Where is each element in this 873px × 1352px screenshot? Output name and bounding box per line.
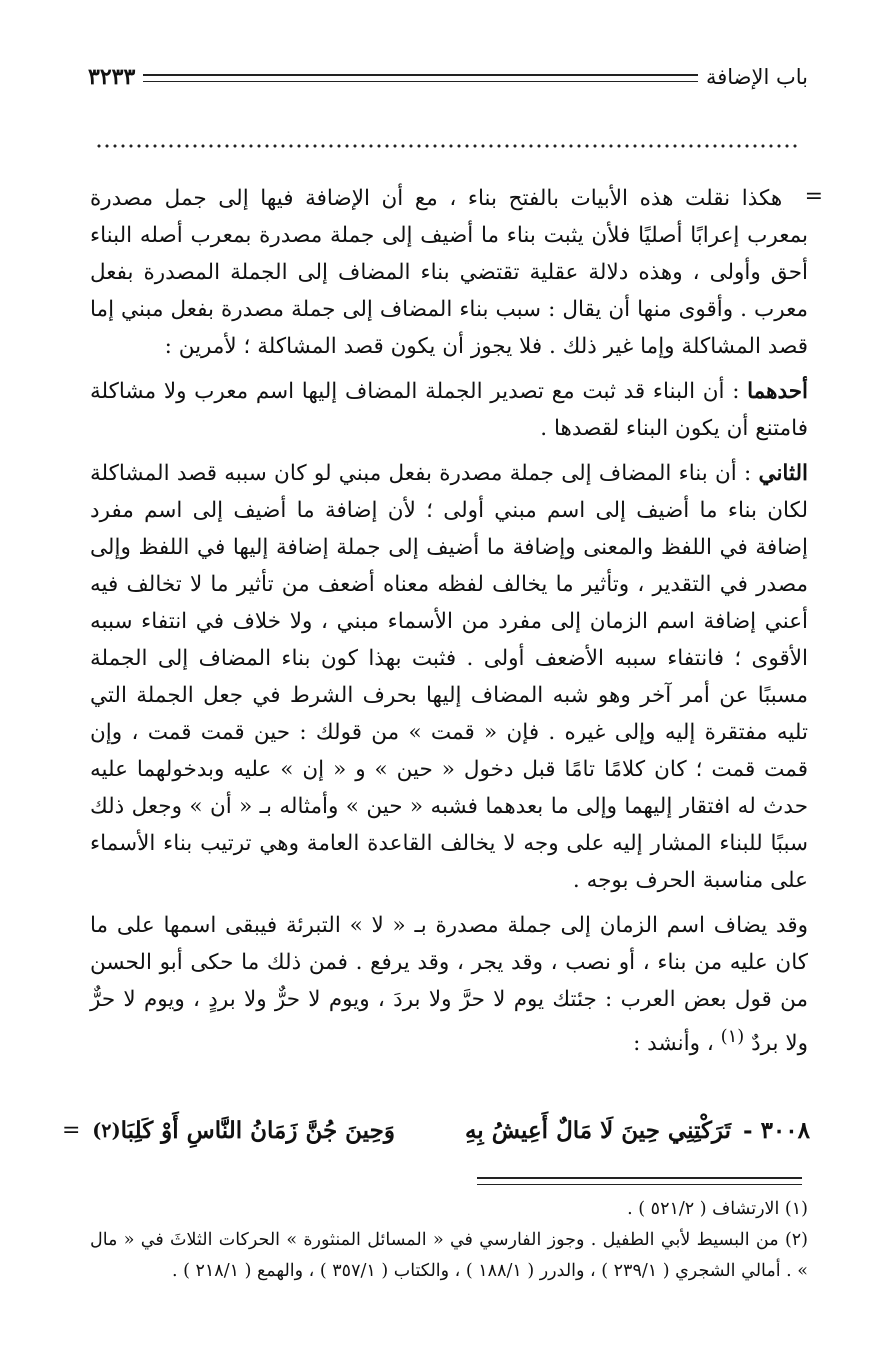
paragraph-4-text: وقد يضاف اسم الزمان إلى جملة مصدرة بـ « لا » التبرئة فيبقى اسمها على ما كان عليه من بناء ، أو نصب ، وقد يجر ، وقد يرفع . فمن ذلك ما حكى أبو الحسن من قول بعض العرب : جئتك يوم لا حرَّ ولا بردَ ، ويوم لا حرٌّ ولا بردٍ ، ويوم لا حرٌّ ولا بردٌ	[90, 913, 808, 1057]
paragraph-3: الثاني : أن بناء المضاف إلى جملة مصدرة بفعل مبني لو كان سببه قصد المشاكلة لكان بناء ما أضيف إلى اسم مبني أولى ؛ لأن إضافة ما أضيف إلى اسم مفرد إضافة في اللفظ والمعنى وإضافة ما أضيف إلى جملة إضافة إليها في اللفظ وإلى مصدر في التقدير ، وتأثير ما يخالف لفظه معناه أضعف من تأثير ما لا تخالف فيه أعني إضافة اسم الزمان إلى مفرد من الأسماء مبني ، ولا خلاف في انتفاء سببه الأقوى ؛ فانتفاء سببه الأضعف أولى . فثبت بهذا كون بناء المضاف إلى الجملة مسببًا عن أمر آخر وهو شبه المضاف إليها بحرف الشرط في جعل الجملة التي تليه مفتقرة إليه وإلى غيره . فإن « قمت » من قولك : حين قمت قمت ، وإن قمت قمت ؛ كان كلامًا تامًا قبل دخول « حين » و « إن » عليه وبدخولهما عليه حدث له افتقار إليهما وإلى ما بعدهما فشبه « حين » وأمثاله بـ « أن » وجعل ذلك سببًا للبناء المشار إليه على وجه لا يخالف القاعدة العامة وهي ترتيب بناء الأسماء على مناسبة الحرف بوجه .	[90, 461, 808, 893]
verse-hemistich-2: وَحِينَ جُنَّ زَمَانُ النَّاسِ أَوْ كَلِبَا	[120, 1116, 395, 1144]
paragraph-1: هكذا نقلت هذه الأبيات بالفتح بناء ، مع أن الإضافة فيها إلى جمل مصدرة بمعرب إعرابًا أصليًا فلأن يثبت بناء ما أضيف إلى جملة مصدرة بمعرب أصله البناء أحق وأولى ، وهذه دلالة عقلية تقتضي بناء المضاف إلى الجملة المصدرة بفعل معرب . وأقوى منها أن يقال : سبب بناء المضاف إلى جملة مصدرة بفعل مبني إما قصد المشاكلة وإما غير ذلك . فلا يجوز أن يكون قصد المشاكلة ؛ لأمرين :	[90, 186, 808, 359]
label-first: أحدهما	[747, 379, 808, 404]
main-text	[90, 180, 808, 1070]
dotted-separator	[95, 143, 800, 149]
poetry-verse	[90, 1110, 810, 1150]
footnote-2: (٢) من البسيط لأبي الطفيل . وجوز الفارسي في « المسائل المنثورة » الحركات الثلاثَ في « مال » . أمالي الشجري ( ٢٣٩/١ ) ، والدرر ( ١٨٨/١ ) ، والكتاب ( ٣٥٧/١ ) ، والهمع ( ٢١٨/١ ) .	[90, 1230, 808, 1281]
running-header	[88, 60, 808, 94]
header-rule	[143, 74, 698, 82]
verse-continuation-mark: =	[62, 1118, 81, 1143]
footnote-1: (١) الارتشاف ( ٥٢١/٢ ) .	[627, 1199, 808, 1219]
chapter-title: باب الإضافة	[705, 65, 808, 89]
paragraph-4	[90, 907, 808, 1062]
footnote-ref-1: (١)	[720, 1026, 745, 1047]
footnotes	[90, 1194, 808, 1287]
continuation-mark: =	[804, 184, 823, 209]
footnote-rule	[477, 1177, 802, 1185]
paragraph-2: أحدهما : أن البناء قد ثبت مع تصدير الجملة المضاف إليها اسم معرب ولا مشاكلة فامتنع أن يكون البناء لقصدها .	[90, 379, 808, 441]
footnote-ref-2: (٢)	[92, 1118, 121, 1142]
paragraph-3-text: أن بناء المضاف إلى جملة مصدرة بفعل مبني لو كان سببه قصد المشاكلة لكان بناء ما أضيف إلى اسم مبني أولى ؛ لأن إضافة ما أضيف إلى اسم مفرد إضافة في اللفظ والمعنى وإضافة ما أضيف إلى جملة إضافة إليها في اللفظ وإلى مصدر في التقدير ، وتأثير ما يخالف لفظه معناه أضعف من تأثير ما لا تخالف فيه أعني إضافة اسم الزمان إلى مفرد من الأسماء مبني ، ولا خلاف في انتفاء سببه الأقوى ؛ فانتفاء سببه الأضعف أولى . فثبت بهذا كون بناء المضاف إلى الجملة مسببًا عن أمر آخر وهو شبه المضاف إليها بحرف الشرط في جعل الجملة التي تليه مفتقرة إليه وإلى غيره . فإن « قمت » من قولك : حين قمت قمت ، وإن قمت قمت ؛ كان كلامًا تامًا قبل دخول « حين » و « إن » عليه وبدخولهما عليه حدث له افتقار إليهما وإلى ما بعدهما فشبه « حين » وأمثاله بـ « أن » وجعل ذلك سببًا للبناء المشار إليه على وجه لا يخالف القاعدة العامة وهي ترتيب بناء الأسماء على مناسبة الحرف بوجه .	[90, 461, 808, 893]
label-second: الثاني	[758, 461, 808, 486]
verse-hemistich-1: تَرَكْتِنِي حِينَ لَا مَالٌ أَعِيشُ بِهِ	[464, 1116, 732, 1144]
paragraph-4-tail: ، وأنشد :	[633, 1031, 714, 1057]
verse-number: ٣٠٠٨ -	[743, 1116, 810, 1144]
paragraph-2-text: أن البناء قد ثبت مع تصدير الجملة المضاف إليها اسم معرب ولا مشاكلة فامتنع أن يكون البناء لقصدها .	[90, 379, 808, 441]
page-number: ٣٢٣٣	[88, 64, 136, 90]
